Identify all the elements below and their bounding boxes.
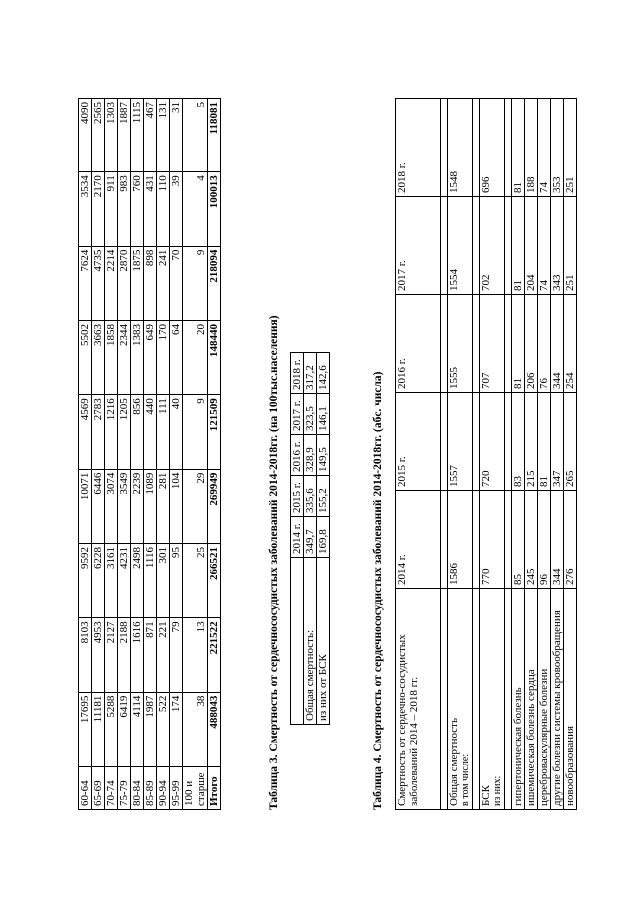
total-cell: 488043 — [208, 692, 221, 766]
table-cell: 76 — [538, 295, 551, 393]
empty-cell — [441, 589, 448, 810]
table-row — [480, 99, 505, 810]
table-cell: 221 — [157, 618, 170, 692]
table-cell: 146,1 — [317, 394, 330, 435]
table-cell: 83 — [512, 393, 525, 491]
header-row — [396, 99, 441, 810]
table-cell: 2239 — [131, 469, 144, 543]
total-cell: 100013 — [208, 172, 221, 246]
table-cell: 142,6 — [317, 353, 330, 394]
label-line: 100 и — [183, 780, 195, 806]
table-cell: 349,7 — [304, 517, 317, 558]
table-cell: 20 — [183, 320, 208, 394]
table3 — [290, 352, 330, 725]
row-label: Общая смертность: — [304, 558, 317, 725]
table-cell: 74 — [538, 99, 551, 197]
table-row — [304, 353, 317, 725]
table-cell: 2783 — [92, 395, 105, 469]
table-row — [157, 99, 170, 810]
table-row — [170, 99, 183, 810]
table-cell: 96 — [538, 491, 551, 589]
year-header: 2018 г. — [291, 353, 304, 394]
table-cell: 707 — [480, 295, 505, 393]
empty-cell — [441, 99, 448, 197]
table-cell: 1858 — [105, 320, 118, 394]
table-cell: 702 — [480, 197, 505, 295]
table-cell: 9 — [183, 395, 208, 469]
table-cell: 4231 — [118, 543, 131, 617]
table-cell: 2214 — [105, 246, 118, 320]
age-group-label: 95-99 — [170, 767, 183, 810]
table-cell: 70 — [170, 246, 183, 320]
age-group-label: 70-74 — [105, 767, 118, 810]
empty-cell — [473, 589, 480, 810]
row-label: цереброваскулярные болезни — [538, 589, 551, 810]
table-cell: 1555 — [448, 295, 473, 393]
table-row — [105, 99, 118, 810]
table-cell: 39 — [170, 172, 183, 246]
table-cell: 522 — [157, 692, 170, 766]
age-group-label: 85-89 — [144, 767, 157, 810]
year-header: 2015 г. — [396, 393, 441, 491]
table-cell: 3074 — [105, 469, 118, 543]
empty-cell — [441, 197, 448, 295]
table-cell: 174 — [170, 692, 183, 766]
table-cell: 343 — [551, 197, 564, 295]
year-header: 2018 г. — [396, 99, 441, 197]
table-cell: 1887 — [118, 99, 131, 172]
table-cell: 38 — [183, 692, 208, 766]
row-label — [448, 589, 473, 810]
table-cell: 335,6 — [304, 476, 317, 517]
table-cell: 6228 — [92, 543, 105, 617]
table-cell: 4 — [183, 172, 208, 246]
table-cell: 2344 — [118, 320, 131, 394]
table-cell: 81 — [538, 393, 551, 491]
year-header: 2017 г. — [291, 394, 304, 435]
table4 — [395, 98, 577, 810]
total-cell: 218094 — [208, 246, 221, 320]
table-cell: 1875 — [131, 246, 144, 320]
table-cell: 25 — [183, 543, 208, 617]
age-group-label: 65-69 — [92, 767, 105, 810]
table-cell: 206 — [525, 295, 538, 393]
table-cell: 95 — [170, 543, 183, 617]
table-cell: 29 — [183, 469, 208, 543]
table3-caption: Таблица 3. Смертность от сердечнососудистых заболеваний 2014-2018гг. (на 100тыс.населения) — [268, 315, 280, 810]
total-cell: 118081 — [208, 99, 221, 172]
table-row — [317, 353, 330, 725]
table-cell: 81 — [512, 99, 525, 197]
row-label: ишемическая болезнь сердца — [525, 589, 538, 810]
header-row — [291, 353, 304, 725]
empty-cell — [505, 589, 512, 810]
table-cell: 2498 — [131, 543, 144, 617]
table-cell: 1383 — [131, 320, 144, 394]
total-cell: 269949 — [208, 469, 221, 543]
empty-cell — [473, 295, 480, 393]
table4-caption: Таблица 4. Смертность от сердечнососудистых заболеваний 2014-2018гг. (абс. числа) — [372, 371, 384, 810]
year-header: 2014 г. — [396, 491, 441, 589]
empty-cell — [505, 99, 512, 197]
table-cell: 40 — [170, 395, 183, 469]
table-cell: 79 — [170, 618, 183, 692]
table-cell: 1116 — [144, 543, 157, 617]
spacer-row — [473, 99, 480, 810]
table-cell: 1616 — [131, 618, 144, 692]
total-cell: 221522 — [208, 618, 221, 692]
table-cell: 188 — [525, 99, 538, 197]
table-cell: 1557 — [448, 393, 473, 491]
table-cell: 1303 — [105, 99, 118, 172]
table-cell: 8103 — [79, 618, 92, 692]
table-cell: 9 — [183, 246, 208, 320]
table-cell: 11181 — [92, 692, 105, 766]
row-label — [480, 589, 505, 810]
table-row — [525, 99, 538, 810]
table-cell: 696 — [480, 99, 505, 197]
table-cell: 169,8 — [317, 517, 330, 558]
spacer-row — [505, 99, 512, 810]
table-cell: 3534 — [79, 172, 92, 246]
table-cell: 245 — [525, 491, 538, 589]
table-cell: 347 — [551, 393, 564, 491]
table-cell: 344 — [551, 295, 564, 393]
total-cell: 121509 — [208, 395, 221, 469]
empty-cell — [441, 295, 448, 393]
row-label: из них от БСК — [317, 558, 330, 725]
table-cell: 74 — [538, 197, 551, 295]
table-cell: 111 — [157, 395, 170, 469]
empty-cell — [505, 491, 512, 589]
table-cell: 856 — [131, 395, 144, 469]
table-cell: 317,2 — [304, 353, 317, 394]
table-cell: 10071 — [79, 469, 92, 543]
age-group-label: 90-94 — [157, 767, 170, 810]
table-cell: 770 — [480, 491, 505, 589]
table-cell: 9592 — [79, 543, 92, 617]
table-cell: 4090 — [79, 99, 92, 172]
label-sub: в том числе: — [460, 753, 471, 806]
table-cell: 760 — [131, 172, 144, 246]
label-line: старше — [195, 772, 207, 806]
empty-cell — [473, 99, 480, 197]
table-cell: 276 — [564, 491, 577, 589]
table-cell: 281 — [157, 469, 170, 543]
table-cell: 241 — [157, 246, 170, 320]
empty-cell — [473, 491, 480, 589]
total-cell: 148440 — [208, 320, 221, 394]
table-cell: 328,9 — [304, 435, 317, 476]
table-cell: 7624 — [79, 246, 92, 320]
table-cell: 64 — [170, 320, 183, 394]
table-row — [538, 99, 551, 810]
total-row — [208, 99, 221, 810]
table-row — [183, 99, 208, 810]
table-cell: 353 — [551, 99, 564, 197]
age-group-label: 75-79 — [118, 767, 131, 810]
table-row — [144, 99, 157, 810]
table-cell: 1089 — [144, 469, 157, 543]
label-main: БСК — [480, 785, 492, 806]
table-cell: 13 — [183, 618, 208, 692]
table-cell: 5502 — [79, 320, 92, 394]
empty-cell — [505, 295, 512, 393]
empty-cell — [505, 393, 512, 491]
table-cell: 1205 — [118, 395, 131, 469]
table-cell: 149,5 — [317, 435, 330, 476]
table-cell: 2188 — [118, 618, 131, 692]
table-cell: 155,2 — [317, 476, 330, 517]
table-cell: 1987 — [144, 692, 157, 766]
table-cell: 983 — [118, 172, 131, 246]
table-cell: 3161 — [105, 543, 118, 617]
table-row — [448, 99, 473, 810]
empty-cell — [441, 393, 448, 491]
year-header: 2014 г. — [291, 517, 304, 558]
table-cell: 3549 — [118, 469, 131, 543]
total-cell: 266521 — [208, 543, 221, 617]
table-cell: 1548 — [448, 99, 473, 197]
table-row — [512, 99, 525, 810]
table-cell: 215 — [525, 393, 538, 491]
table-cell: 251 — [564, 197, 577, 295]
table-cell: 467 — [144, 99, 157, 172]
year-header: 2015 г. — [291, 476, 304, 517]
row-label: другие болезни системы кровообращения — [551, 589, 564, 810]
table-cell: 31 — [170, 99, 183, 172]
table-row — [564, 99, 577, 810]
table-cell: 871 — [144, 618, 157, 692]
empty-cell — [291, 558, 304, 725]
table-cell: 6446 — [92, 469, 105, 543]
year-header: 2017 г. — [396, 197, 441, 295]
table-cell: 110 — [157, 172, 170, 246]
table-cell: 1554 — [448, 197, 473, 295]
table-cell: 4953 — [92, 618, 105, 692]
table-cell: 5 — [183, 99, 208, 172]
table-cell: 323,5 — [304, 394, 317, 435]
table-cell: 2870 — [118, 246, 131, 320]
table-cell: 204 — [525, 197, 538, 295]
table-cell: 1216 — [105, 395, 118, 469]
table-cell: 4114 — [131, 692, 144, 766]
table-cell: 344 — [551, 491, 564, 589]
table-cell: 5288 — [105, 692, 118, 766]
table-cell: 4569 — [79, 395, 92, 469]
table-cell: 81 — [512, 197, 525, 295]
table-row — [551, 99, 564, 810]
age-group-label: 80-84 — [131, 767, 144, 810]
label-sub: из них: — [492, 775, 503, 806]
empty-cell — [441, 491, 448, 589]
age-group-label — [183, 767, 208, 810]
table-cell: 2565 — [92, 99, 105, 172]
table-cell: 898 — [144, 246, 157, 320]
table-row — [131, 99, 144, 810]
table-cell: 2170 — [92, 172, 105, 246]
table-cell: 104 — [170, 469, 183, 543]
table-cell: 85 — [512, 491, 525, 589]
table-cell: 3663 — [92, 320, 105, 394]
header-label: Смертность от сердечно-сосудистых заболеваний 2014 – 2018 гг. — [396, 589, 441, 810]
table-cell: 2127 — [105, 618, 118, 692]
table-row — [79, 99, 92, 810]
table-cell: 17695 — [79, 692, 92, 766]
table-cell: 265 — [564, 393, 577, 491]
total-label: Итого — [208, 767, 221, 810]
table-cell: 131 — [157, 99, 170, 172]
table-cell: 170 — [157, 320, 170, 394]
empty-cell — [473, 197, 480, 295]
table-cell: 251 — [564, 99, 577, 197]
table-cell: 4735 — [92, 246, 105, 320]
row-label: новообразования — [564, 589, 577, 810]
year-header: 2016 г. — [396, 295, 441, 393]
table-cell: 431 — [144, 172, 157, 246]
table-cell: 1115 — [131, 99, 144, 172]
table-cell: 6419 — [118, 692, 131, 766]
table-cell: 81 — [512, 295, 525, 393]
table-cell: 911 — [105, 172, 118, 246]
table-cell: 720 — [480, 393, 505, 491]
table-row — [118, 99, 131, 810]
row-label: гипертоническая болезнь — [512, 589, 525, 810]
table-cell: 1586 — [448, 491, 473, 589]
table-cell: 254 — [564, 295, 577, 393]
empty-cell — [473, 393, 480, 491]
empty-cell — [505, 197, 512, 295]
table-cell: 440 — [144, 395, 157, 469]
table-cell: 649 — [144, 320, 157, 394]
table-cell: 301 — [157, 543, 170, 617]
spacer-row — [441, 99, 448, 810]
year-header: 2016 г. — [291, 435, 304, 476]
age-group-label: 60-64 — [79, 767, 92, 810]
age-mortality-table — [78, 98, 221, 810]
label-main: Общая смертность — [448, 718, 460, 806]
table-row — [92, 99, 105, 810]
